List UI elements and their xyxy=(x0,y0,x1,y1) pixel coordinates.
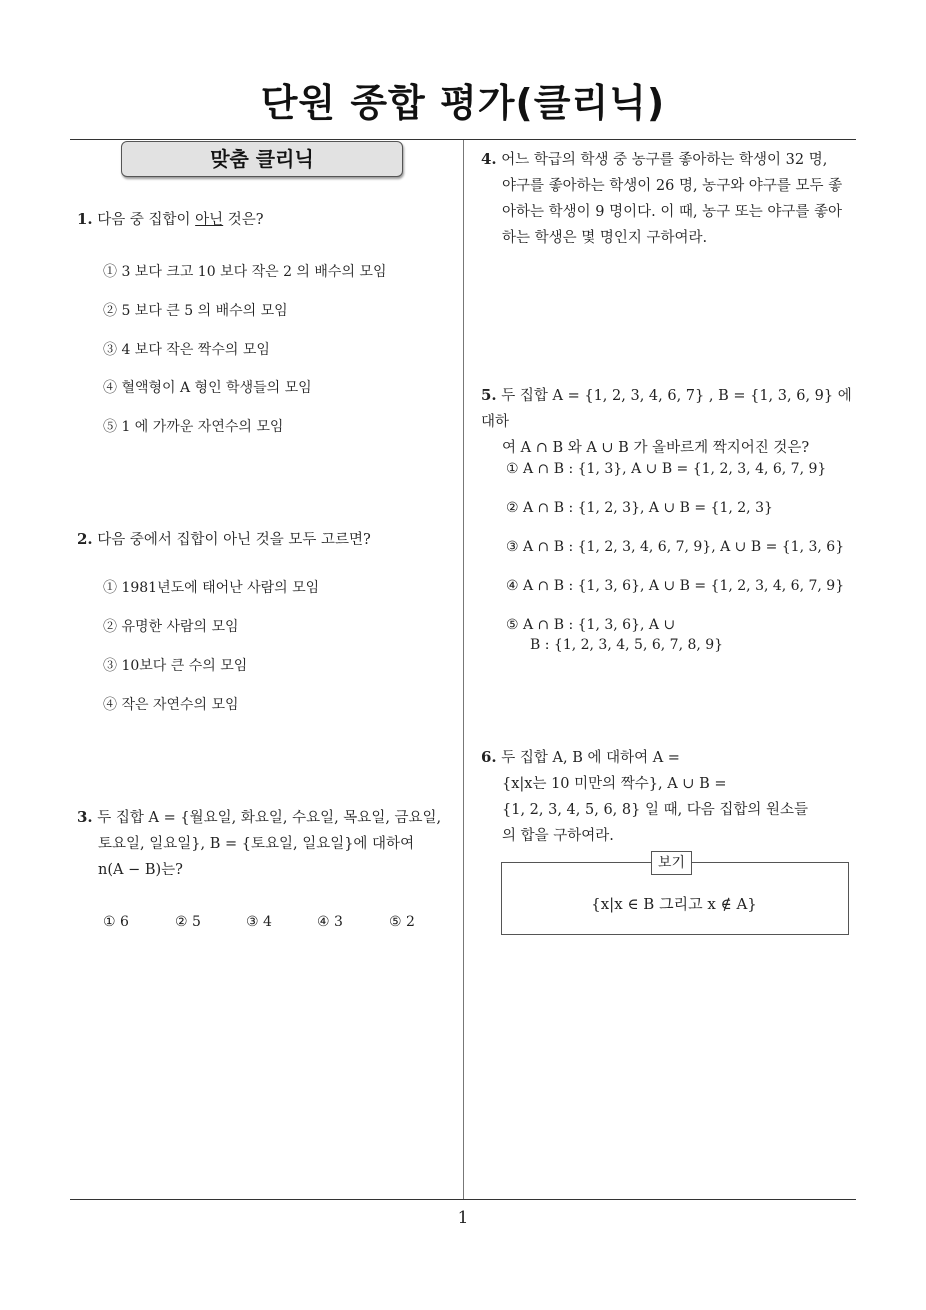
q5-option-5-line: ⑤ A ∩ B : {1, 3, 6}, A ∪ xyxy=(506,617,676,633)
question-text-line: {x|x는 10 미만의 짝수}, A ∪ B = xyxy=(502,776,727,792)
question-3 xyxy=(77,804,455,883)
q5-option-3[interactable]: ③ A ∩ B : {1, 2, 3, 4, 6, 7, 9}, A ∪ B = {1, 3, 6} xyxy=(506,539,845,555)
question-text-line: 야구를 좋아하는 학생이 26 명, 농구와 야구를 모두 좋 xyxy=(502,178,843,194)
q2-option-3[interactable]: ③ 10보다 큰 수의 모임 xyxy=(103,658,248,674)
q1-option-1[interactable]: ① 3 보다 크고 10 보다 작은 2 의 배수의 모임 xyxy=(103,264,387,280)
q3-option-5[interactable]: ⑤ 2 xyxy=(389,914,415,930)
question-text: 다음 중 집합이 아닌 것은? xyxy=(97,212,264,228)
question-number: 2. xyxy=(77,530,93,548)
footer-rule xyxy=(70,1199,856,1200)
q2-option-4[interactable]: ④ 작은 자연수의 모임 xyxy=(103,697,239,713)
question-1 xyxy=(77,206,264,233)
question-6 xyxy=(481,744,859,849)
question-text-line: 두 집합 A, B 에 대하여 A = xyxy=(501,750,680,766)
question-number: 6. xyxy=(481,748,497,766)
page-title: 단원 종합 평가(클리닉) xyxy=(260,81,666,125)
question-text-line: 두 집합 A = {월요일, 화요일, 수요일, 목요일, 금요일, xyxy=(97,810,442,826)
question-4 xyxy=(481,146,859,251)
example-box-content: {x|x ∈ B 그리고 x ∉ A} xyxy=(591,895,757,913)
q3-option-1[interactable]: ① 6 xyxy=(103,914,129,930)
example-box-label: 보기 xyxy=(651,851,692,875)
q5-option-4[interactable]: ④ A ∩ B : {1, 3, 6}, A ∪ B = {1, 2, 3, 4, 6, 7, 9} xyxy=(506,578,845,594)
question-number: 4. xyxy=(481,150,497,168)
question-2 xyxy=(77,526,371,553)
q5-option-5-line: B : {1, 2, 3, 4, 5, 6, 7, 8, 9} xyxy=(530,637,724,653)
page-number: 1 xyxy=(457,1208,469,1228)
question-text-line: n(A − B)는? xyxy=(98,862,183,878)
question-5 xyxy=(481,382,859,461)
q5-option-2[interactable]: ② A ∩ B : {1, 2, 3}, A ∪ B = {1, 2, 3} xyxy=(506,500,773,516)
question-number: 3. xyxy=(77,808,93,826)
question-text: 다음 중에서 집합이 아닌 것을 모두 고르면? xyxy=(97,532,371,548)
question-text-line: 의 합을 구하여라. xyxy=(502,828,614,844)
question-text-line: 어느 학급의 학생 중 농구를 좋아하는 학생이 32 명, xyxy=(501,152,828,168)
question-text-line: 두 집합 A = {1, 2, 3, 4, 6, 7} , B = {1, 3, 6, 9} 에 대하 xyxy=(481,388,852,430)
q1-option-5[interactable]: ⑤ 1 에 가까운 자연수의 모임 xyxy=(103,419,284,435)
question-text-line: 토요일, 일요일}, B = {토요일, 일요일}에 대하여 xyxy=(98,836,415,852)
q3-option-3[interactable]: ③ 4 xyxy=(246,914,272,930)
question-number: 5. xyxy=(481,386,497,404)
section-badge: 맞춤 클리닉 xyxy=(121,141,403,177)
q1-option-4[interactable]: ④ 혈액형이 A 형인 학생들의 모임 xyxy=(103,380,312,396)
q1-option-2[interactable]: ② 5 보다 큰 5 의 배수의 모임 xyxy=(103,303,288,319)
question-text-line: 하는 학생은 몇 명인지 구하여라. xyxy=(502,230,708,246)
question-text-line: 여 A ∩ B 와 A ∪ B 가 올바르게 짝지어진 것은? xyxy=(502,440,810,456)
q2-option-2[interactable]: ② 유명한 사람의 모임 xyxy=(103,619,239,635)
question-text-line: {1, 2, 3, 4, 5, 6, 8} 일 때, 다음 집합의 원소들 xyxy=(502,802,809,818)
q5-option-5[interactable] xyxy=(506,615,723,655)
column-divider xyxy=(463,140,464,1200)
q3-option-2[interactable]: ② 5 xyxy=(175,914,201,930)
q2-option-1[interactable]: ① 1981년도에 태어난 사람의 모임 xyxy=(103,580,320,596)
question-number: 1. xyxy=(77,210,93,228)
question-text-line: 아하는 학생이 9 명이다. 이 때, 농구 또는 야구를 좋아 xyxy=(502,204,843,220)
q5-option-1[interactable]: ① A ∩ B : {1, 3}, A ∪ B = {1, 2, 3, 4, 6, 7, 9} xyxy=(506,461,827,477)
q1-option-3[interactable]: ③ 4 보다 작은 짝수의 모임 xyxy=(103,342,270,358)
q3-option-4[interactable]: ④ 3 xyxy=(317,914,343,930)
